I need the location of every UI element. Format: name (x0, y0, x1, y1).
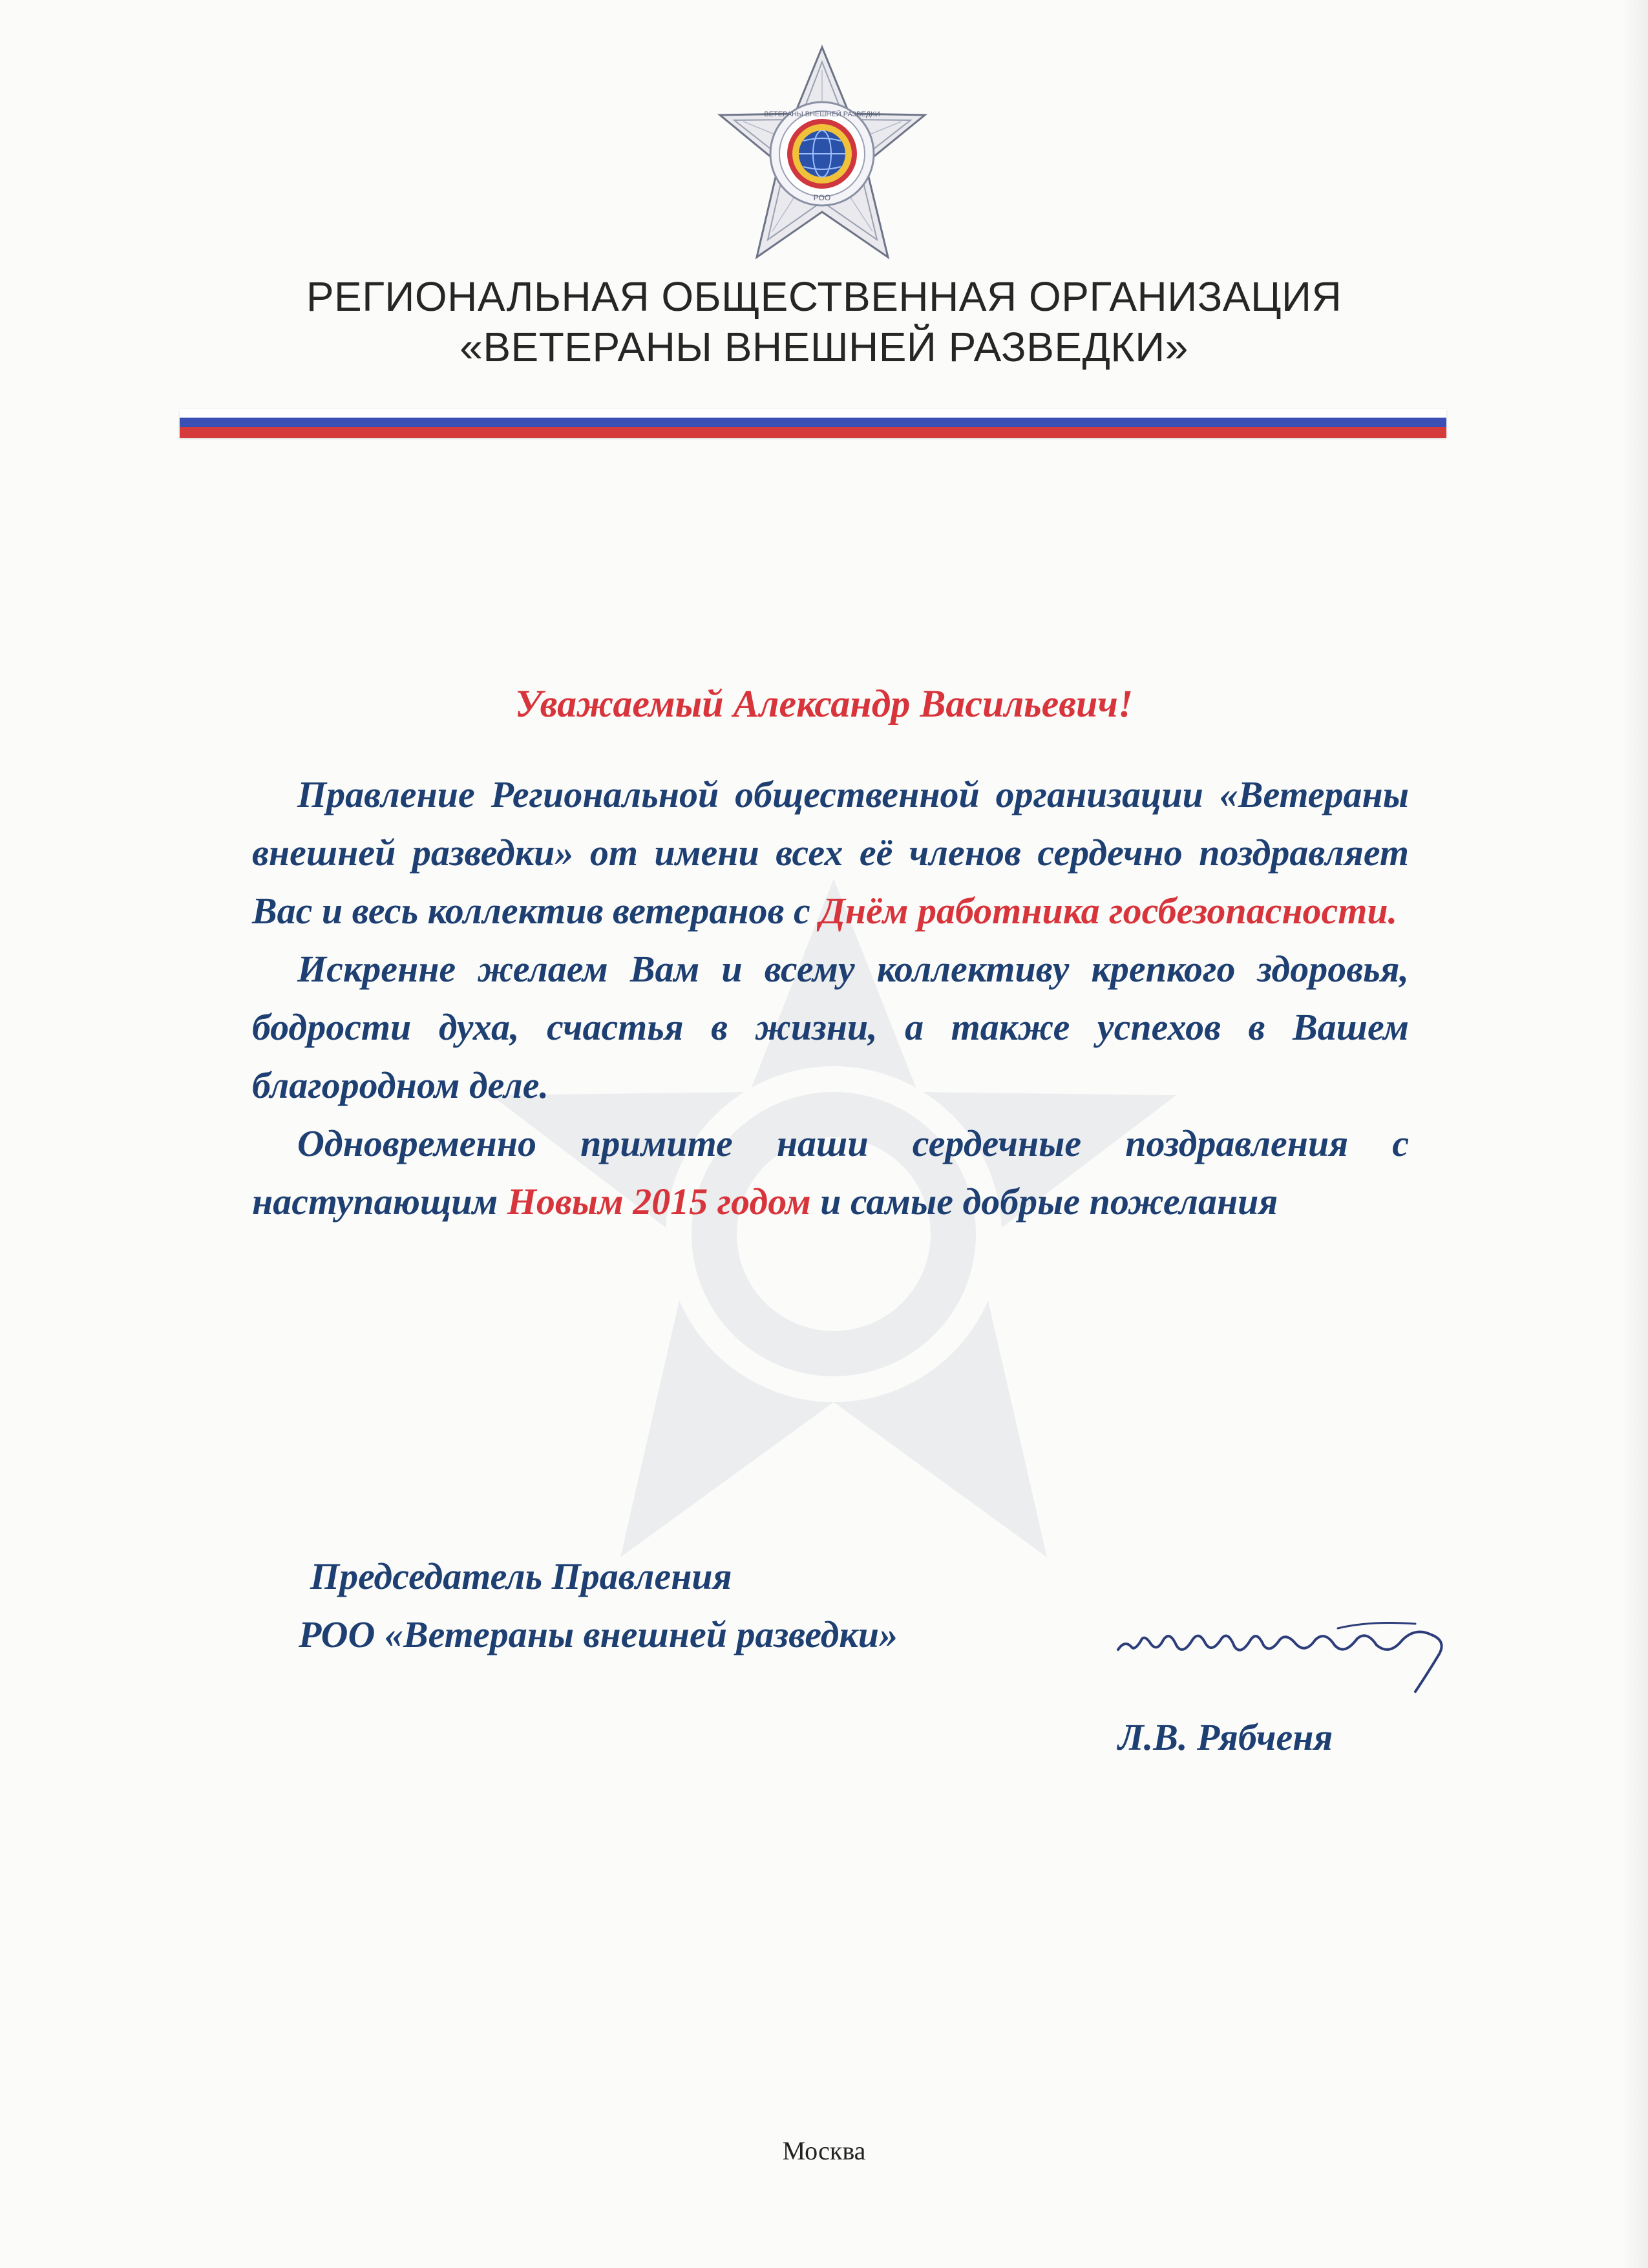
paragraph-3 (252, 1115, 1409, 1231)
svg-text:ВЕТЕРАНЫ ВНЕШНЕЙ РАЗВЕДКИ: ВЕТЕРАНЫ ВНЕШНЕЙ РАЗВЕДКИ (764, 110, 880, 118)
signer-title-line2: РОО «Ветераны внешней разведки» (299, 1613, 898, 1655)
svg-text:РОО: РОО (813, 193, 831, 202)
paragraph-3-text-start: Одновременно примите наши сердечные поздравления с наступающим (252, 1122, 1409, 1223)
five-pointed-star-emblem-icon (708, 44, 937, 267)
russian-tricolor-stripe (180, 409, 1446, 438)
signer-name: Л.В. Рябченя (1118, 1716, 1333, 1758)
greeting: Уважаемый Александр Васильевич! (514, 682, 1134, 725)
paragraph-2 (252, 940, 1409, 1115)
paragraph-3-text-end: и самые добрые пожелания (810, 1181, 1278, 1223)
new-year-highlight: Новым 2015 годом (507, 1181, 811, 1223)
signer-title-line1: Председатель Правления (310, 1555, 732, 1597)
org-name-line2: «ВЕТЕРАНЫ ВНЕШНЕЙ РАЗВЕДКИ» (460, 324, 1188, 370)
city: Москва (782, 2136, 866, 2165)
org-name-line1: РЕГИОНАЛЬНАЯ ОБЩЕСТВЕННАЯ ОРГАНИЗАЦИЯ (306, 273, 1342, 320)
handwritten-signature (1112, 1595, 1474, 1698)
paragraph-2-text: Искренне желаем Вам и всему коллективу крепкого здоровья, бодрости духа, счастья в жизни, а также успехов в Вашем благородном деле. (252, 948, 1409, 1106)
signature-title-block (299, 1548, 898, 1664)
paragraph-1 (252, 766, 1409, 940)
letter-body (252, 766, 1409, 1231)
paragraph-1-text: Правление Региональной общественной организации «Ветераны внешней разведки» от имени всех её членов сердечно поздравляет Вас и весь коллектив ветеранов с (252, 773, 1409, 932)
holiday-name: Днём работника госбезопасности. (819, 890, 1398, 932)
